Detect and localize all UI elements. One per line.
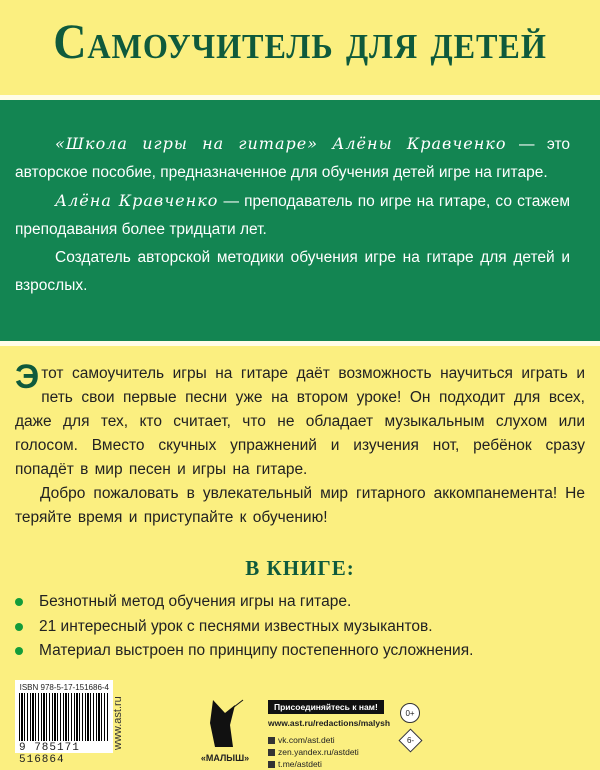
- website-vertical: www.ast.ru: [112, 696, 124, 750]
- list-item: [15, 639, 473, 664]
- age-rating-6: [398, 728, 422, 752]
- about-text: Создатель авторской методики обучения игре на гитаре для детей и взрослых.: [15, 249, 570, 294]
- vk-icon: [268, 737, 275, 744]
- about-text: — это авторское пособие, предназначенное для обучения детей игре на гитаре.: [15, 136, 571, 181]
- bullet-icon: [15, 647, 23, 655]
- in-book-list: [15, 590, 473, 664]
- link-text: zen.yandex.ru/astdeti: [278, 747, 359, 757]
- zen-link[interactable]: [268, 746, 390, 758]
- list-item: [15, 615, 473, 640]
- age-rating-text: 6-: [406, 736, 415, 745]
- description-paragraph: Добро пожаловать в увлекательный мир гитарного аккомпанемента! Не теряйте время и приступайте к обучению!: [15, 485, 585, 526]
- description-paragraph: тот самоучитель игры на гитаре даёт возможность научиться играть и петь свои первые песни уже на втором уроке! Он подходит для всех, даже для тех, кто считает, что не обладает музыкальным слухом или голосом. Вместо скучных упражнений и изучения нот, ребёнок сразу попадёт в мир песен и игры на гитаре.: [15, 365, 585, 478]
- drop-cap: Э: [15, 358, 40, 396]
- barcode-bars: [19, 693, 109, 741]
- about-text: — преподаватель по игре на гитаре, со стажем преподавания более тридцати лет.: [15, 193, 571, 238]
- telegram-icon: [268, 761, 275, 768]
- description: [15, 358, 585, 530]
- publisher-url[interactable]: www.ast.ru/redactions/malysh: [268, 718, 391, 728]
- zen-icon: [268, 749, 275, 756]
- isbn: ISBN 978-5-17-151686-4: [19, 683, 109, 692]
- bullet-icon: [15, 623, 23, 631]
- in-book-heading: В КНИГЕ:: [245, 556, 355, 580]
- cover-title: Самоучитель для детей: [53, 13, 547, 69]
- age-rating-0: 0+: [400, 703, 420, 723]
- join-label: Присоединяйтесь к нам!: [268, 700, 384, 714]
- link-text: vk.com/ast.deti: [278, 735, 335, 745]
- list-item-text: Безнотный метод обучения игры на гитаре.: [39, 593, 352, 611]
- bullet-icon: [15, 598, 23, 606]
- list-item: [15, 590, 473, 615]
- social-links: [233, 700, 390, 770]
- list-item-text: Материал выстроен по принципу постепенного усложнения.: [39, 642, 474, 660]
- barcode: [15, 680, 113, 766]
- list-item-text: 21 интересный урок с песнями известных музыкантов.: [39, 617, 433, 635]
- link-text: t.me/astdeti: [278, 759, 322, 769]
- book-title-script: «Школа игры на гитаре» Алёны Кравченко: [55, 134, 507, 153]
- publisher-name: «МАЛЫШ»: [200, 753, 250, 763]
- about-author-box: [0, 100, 600, 341]
- telegram-link[interactable]: [268, 758, 390, 770]
- barcode-number: 9 785171 516864: [19, 742, 80, 766]
- author-name-script: Алёна Кравченко: [55, 191, 219, 210]
- divider: [0, 341, 600, 346]
- vk-link[interactable]: [268, 734, 390, 746]
